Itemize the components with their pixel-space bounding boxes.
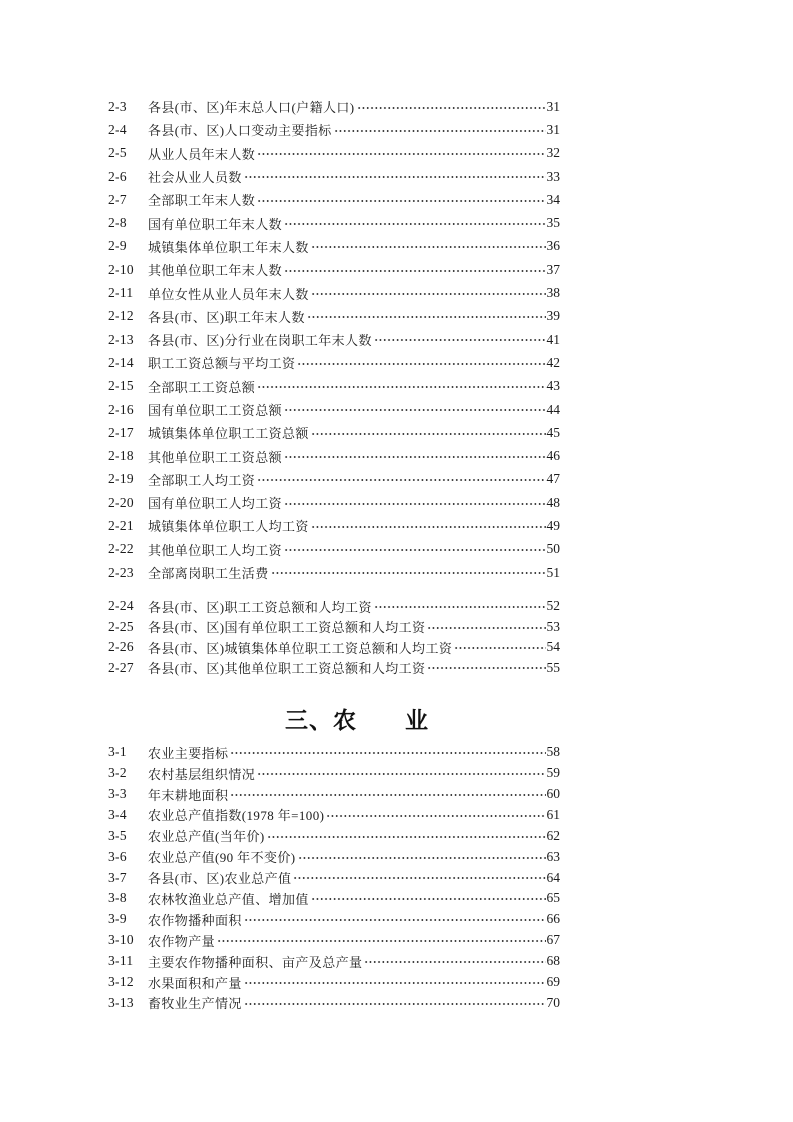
entry-title: 国有单位职工工资总额 xyxy=(148,403,283,418)
dot-leader xyxy=(284,444,545,467)
toc-entry xyxy=(108,351,560,374)
entry-title: 各县(市、区)职工工资总额和人均工资 xyxy=(148,599,372,615)
toc-entry xyxy=(108,992,560,1013)
entry-number: 2-4 xyxy=(108,121,127,137)
entry-title: 农作物播种面积 xyxy=(148,912,242,928)
toc-entry xyxy=(108,514,560,537)
entry-title: 各县(市、区)职工年末人数 xyxy=(148,309,305,325)
entry-number: 3-5 xyxy=(108,827,127,843)
entry-page-number: 58 xyxy=(546,744,560,760)
entry-number: 2-22 xyxy=(108,541,134,557)
entry-page-number: 34 xyxy=(546,191,560,207)
toc-entry xyxy=(108,165,560,188)
entry-number: 2-13 xyxy=(108,331,134,347)
entry-number: 2-11 xyxy=(108,285,134,301)
dot-leader xyxy=(284,538,545,561)
dot-leader xyxy=(297,351,545,374)
entry-title: 农业总产值(当年价) xyxy=(148,829,265,845)
toc-entry xyxy=(108,888,560,909)
toc-entry xyxy=(108,846,560,867)
entry-title: 全部职工年末人数 xyxy=(148,193,256,209)
entry-page-number: 46 xyxy=(546,448,560,464)
entry-number: 3-11 xyxy=(108,953,134,969)
entry-page-number: 66 xyxy=(546,911,560,927)
entry-page-number: 48 xyxy=(546,494,560,510)
entry-page-number: 53 xyxy=(546,618,560,634)
dot-leader xyxy=(326,804,545,825)
toc-entry xyxy=(108,95,560,118)
entry-page-number: 65 xyxy=(546,890,560,906)
entry-title: 其他单位职工年末人数 xyxy=(148,263,283,279)
dot-leader xyxy=(298,846,546,867)
toc-entry xyxy=(108,421,560,444)
entry-number: 2-10 xyxy=(108,261,134,277)
toc-entry xyxy=(108,742,560,763)
dot-leader xyxy=(427,617,545,637)
dot-leader xyxy=(244,909,546,930)
entry-number: 3-4 xyxy=(108,806,127,822)
toc-entry xyxy=(108,867,560,888)
toc-entry xyxy=(108,444,560,467)
entry-title: 各县(市、区)城镇集体单位职工工资总额和人均工资 xyxy=(148,640,453,656)
entry-title: 职工工资总额与平均工资 xyxy=(148,356,296,372)
entry-page-number: 52 xyxy=(546,598,560,614)
table-of-contents xyxy=(108,95,560,1013)
entry-title: 各县(市、区)农业总产值 xyxy=(148,871,292,887)
entry-number: 2-12 xyxy=(108,308,134,324)
entry-number: 2-17 xyxy=(108,424,134,440)
entry-number: 3-12 xyxy=(108,974,134,990)
dot-leader xyxy=(244,165,546,188)
dot-leader xyxy=(284,491,545,514)
dot-leader xyxy=(311,281,546,304)
entry-page-number: 41 xyxy=(546,331,560,347)
toc-entry xyxy=(108,951,560,972)
toc-entry xyxy=(108,930,560,951)
dot-leader xyxy=(284,258,545,281)
entry-number: 3-8 xyxy=(108,890,127,906)
entry-page-number: 47 xyxy=(546,471,560,487)
dot-leader xyxy=(311,421,546,444)
toc-entry xyxy=(108,909,560,930)
entry-page-number: 60 xyxy=(546,786,560,802)
dot-leader xyxy=(257,763,545,784)
dot-leader xyxy=(257,188,545,211)
dot-leader xyxy=(374,596,546,616)
entry-page-number: 36 xyxy=(546,238,560,254)
entry-title: 农村基层组织情况 xyxy=(148,766,256,782)
entry-number: 2-16 xyxy=(108,401,134,417)
entry-title: 社会从业人员数 xyxy=(148,170,242,186)
dot-leader xyxy=(217,930,545,951)
entry-number: 2-21 xyxy=(108,517,134,533)
entry-number: 3-9 xyxy=(108,911,127,927)
toc-group-county-wages xyxy=(108,596,560,678)
entry-number: 2-26 xyxy=(108,639,134,655)
entry-title: 各县(市、区)年末总人口(户籍人口) xyxy=(148,100,355,116)
entry-number: 2-9 xyxy=(108,238,127,254)
toc-entry xyxy=(108,804,560,825)
entry-page-number: 42 xyxy=(546,354,560,370)
dot-leader xyxy=(257,468,545,491)
toc-entry xyxy=(108,118,560,141)
entry-page-number: 64 xyxy=(546,869,560,885)
entry-page-number: 31 xyxy=(546,98,560,114)
dot-leader xyxy=(293,867,545,888)
dot-leader xyxy=(454,637,545,657)
toc-entry xyxy=(108,637,560,657)
entry-number: 3-10 xyxy=(108,932,134,948)
entry-title: 农业总产值(90 年不变价) xyxy=(148,850,296,866)
dot-leader xyxy=(257,142,545,165)
entry-title: 各县(市、区)人口变动主要指标 xyxy=(148,123,332,139)
toc-group-agriculture xyxy=(108,742,560,1014)
entry-title: 主要农作物播种面积、亩产及总产量 xyxy=(148,954,363,970)
entry-page-number: 49 xyxy=(546,517,560,533)
entry-number: 2-27 xyxy=(108,659,134,675)
dot-leader xyxy=(311,514,546,537)
entry-page-number: 50 xyxy=(546,541,560,557)
entry-number: 3-13 xyxy=(108,994,134,1010)
entry-title: 畜牧业生产情况 xyxy=(148,996,242,1012)
entry-number: 2-25 xyxy=(108,618,134,634)
entry-page-number: 45 xyxy=(546,424,560,440)
entry-title: 农林牧渔业总产值、增加值 xyxy=(148,891,309,907)
toc-entry xyxy=(108,281,560,304)
toc-entry xyxy=(108,972,560,993)
entry-title: 各县(市、区)分行业在岗职工年末人数 xyxy=(148,333,372,349)
entry-title: 其他单位职工人均工资 xyxy=(148,542,283,558)
dot-leader xyxy=(311,888,546,909)
entry-title: 农作物产量 xyxy=(148,933,216,949)
dot-leader xyxy=(230,742,545,763)
entry-title: 城镇集体单位职工年末人数 xyxy=(148,239,309,255)
toc-entry xyxy=(108,142,560,165)
entry-title: 各县(市、区)其他单位职工工资总额和人均工资 xyxy=(148,661,426,677)
entry-title: 农业总产值指数(1978 年=100) xyxy=(148,808,325,824)
entry-page-number: 43 xyxy=(546,378,560,394)
entry-page-number: 59 xyxy=(546,765,560,781)
entry-number: 2-24 xyxy=(108,598,134,614)
dot-leader xyxy=(307,305,546,328)
toc-entry xyxy=(108,328,560,351)
entry-page-number: 54 xyxy=(546,639,560,655)
entry-number: 3-7 xyxy=(108,869,127,885)
toc-entry xyxy=(108,235,560,258)
entry-page-number: 67 xyxy=(546,932,560,948)
entry-title: 水果面积和产量 xyxy=(148,975,242,991)
toc-entry xyxy=(108,258,560,281)
entry-page-number: 39 xyxy=(546,308,560,324)
entry-page-number: 33 xyxy=(546,168,560,184)
entry-number: 2-18 xyxy=(108,448,134,464)
toc-entry xyxy=(108,596,560,616)
toc-entry xyxy=(108,784,560,805)
entry-title: 其他单位职工工资总额 xyxy=(148,449,283,465)
dot-leader xyxy=(230,784,545,805)
entry-title: 全部离岗职工生活费 xyxy=(148,566,269,582)
entry-page-number: 37 xyxy=(546,261,560,277)
entry-number: 3-1 xyxy=(108,744,127,760)
entry-page-number: 70 xyxy=(546,994,560,1010)
entry-title: 年末耕地面积 xyxy=(148,787,229,803)
entry-number: 2-3 xyxy=(108,98,127,114)
toc-entry xyxy=(108,561,560,584)
entry-page-number: 55 xyxy=(546,659,560,675)
toc-entry xyxy=(108,491,560,514)
entry-title: 各县(市、区)国有单位职工工资总额和人均工资 xyxy=(148,620,426,636)
dot-leader xyxy=(427,657,545,677)
dot-leader xyxy=(267,825,546,846)
entry-page-number: 31 xyxy=(546,121,560,137)
entry-number: 2-14 xyxy=(108,354,134,370)
entry-title: 全部职工工资总额 xyxy=(148,379,256,395)
entry-page-number: 63 xyxy=(546,848,560,864)
dot-leader xyxy=(374,328,546,351)
entry-number: 3-3 xyxy=(108,786,127,802)
entry-number: 3-6 xyxy=(108,848,127,864)
dot-leader xyxy=(244,992,546,1013)
toc-entry xyxy=(108,188,560,211)
toc-group-labor-wages xyxy=(108,95,560,584)
toc-entry xyxy=(108,468,560,491)
entry-number: 3-2 xyxy=(108,765,127,781)
toc-entry xyxy=(108,375,560,398)
toc-entry xyxy=(108,398,560,421)
entry-title: 国有单位职工年末人数 xyxy=(148,216,283,232)
section-header-agriculture: 三、农 业 xyxy=(285,707,429,733)
dot-leader xyxy=(257,375,545,398)
entry-number: 2-7 xyxy=(108,191,127,207)
dot-leader xyxy=(364,951,545,972)
entry-page-number: 62 xyxy=(546,827,560,843)
entry-number: 2-19 xyxy=(108,471,134,487)
entry-number: 2-20 xyxy=(108,494,134,510)
entry-number: 2-15 xyxy=(108,378,134,394)
entry-page-number: 61 xyxy=(546,806,560,822)
entry-page-number: 68 xyxy=(546,953,560,969)
dot-leader xyxy=(271,561,546,584)
entry-title: 全部职工人均工资 xyxy=(148,472,256,488)
entry-number: 2-23 xyxy=(108,564,134,580)
entry-page-number: 35 xyxy=(546,215,560,231)
entry-title: 农业主要指标 xyxy=(148,745,229,761)
entry-number: 2-8 xyxy=(108,215,127,231)
entry-title: 单位女性从业人员年末人数 xyxy=(148,286,309,302)
entry-number: 2-6 xyxy=(108,168,127,184)
toc-entry xyxy=(108,538,560,561)
toc-entry xyxy=(108,617,560,637)
toc-entry xyxy=(108,657,560,677)
entry-page-number: 44 xyxy=(546,401,560,417)
dot-leader xyxy=(357,95,546,118)
entry-title: 从业人员年末人数 xyxy=(148,146,256,162)
entry-page-number: 32 xyxy=(546,145,560,161)
toc-entry xyxy=(108,211,560,234)
toc-entry xyxy=(108,825,560,846)
dot-leader xyxy=(311,235,546,258)
entry-page-number: 51 xyxy=(546,564,560,580)
dot-leader xyxy=(284,211,545,234)
dot-leader xyxy=(244,972,546,993)
entry-title: 城镇集体单位职工工资总额 xyxy=(148,426,309,442)
entry-page-number: 69 xyxy=(546,974,560,990)
entry-title: 城镇集体单位职工人均工资 xyxy=(148,519,309,535)
entry-title: 国有单位职工人均工资 xyxy=(148,496,283,512)
toc-entry xyxy=(108,305,560,328)
dot-leader xyxy=(334,118,546,141)
entry-page-number: 38 xyxy=(546,285,560,301)
dot-leader xyxy=(284,398,545,421)
toc-entry xyxy=(108,763,560,784)
entry-number: 2-5 xyxy=(108,145,127,161)
